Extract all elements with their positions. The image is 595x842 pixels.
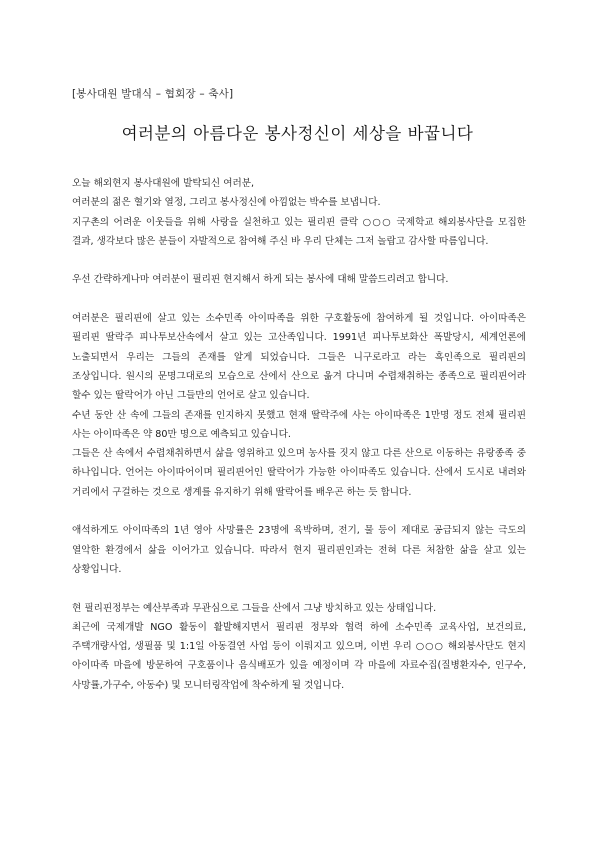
paragraph-greeting: 오늘 해외현지 봉사대원에 발탁되신 여러분, bbox=[72, 178, 255, 189]
paragraph-spacer bbox=[72, 251, 526, 270]
document-header-tag: [봉사대원 발대식 – 협회장 – 축사] bbox=[72, 88, 234, 100]
paragraph-spacer bbox=[72, 290, 526, 309]
paragraph-government: 현 필리핀정부는 예산부족과 무관심으로 그들을 산에서 그냥 방치하고 있는 상태입니다. bbox=[72, 602, 437, 614]
paragraph-recruitment: 지구촌의 어려운 이웃들을 위해 사랑을 실천하고 있는 필리핀 클락 ○○○ 국제학교 해외봉사단을 모집한 결과, 생각보다 많은 분들이 자발적으로 참여해 주신 바 우리 단체는 그저 놀랍고 감사할 따름입니다. bbox=[72, 216, 526, 247]
paragraph-spacer bbox=[72, 502, 526, 521]
document-title: 여러분의 아름다운 봉사정신이 세상을 바꿉니다 bbox=[121, 124, 474, 143]
paragraph-aeta-conditions: 애석하게도 아이따족의 1년 영아 사망률은 23명에 육박하며, 전기, 물 등이 제대로 공급되지 않는 극도의 열악한 환경에서 삶을 이어가고 있습니다. 따라서 현지 필리핀인과는 전혀 다른 처참한 삶을 살고 있는 상황입니다. bbox=[72, 525, 526, 575]
paragraph-aeta-overview: 여러분은 필리핀에 살고 있는 소수민족 아이따족을 위한 구호활동에 참여하게 될 것입니다. 아이따족은 필리핀 딸락주 피나투보산속에서 살고 있는 고산족입니다. 1991년 피나투보화산 폭발당시, 세계언론에 노출되면서 우리는 그들의 존재를 알게 되었습니다. 그들은 니구로라고 라는 흑인족으로 필리핀의 조상입니다. 원시의 문명그대로의 모습으로 산에서 산으로 옮겨 다니며 수렵채취하는 종족으로 필리핀어라 할수 있는 딸락어가 아닌 그들만의 언어로 살고 있습니다. bbox=[72, 313, 526, 402]
paragraph-intro: 우선 간략하게나마 여러분이 필리핀 현지해서 하게 되는 봉사에 대해 말씀드리려고 합니다. bbox=[72, 274, 449, 286]
paragraph-ngo-activities: 최근에 국제개발 NGO 활동이 활발해지면서 필리핀 정부와 협력 하에 소수민족 교육사업, 보건의료, 주택개량사업, 생필품 및 1:1일 아동결연 사업 등이 이뤄지고 있으며, 이번 우리 ○○○ 해외봉사단도 현지 아이따족 마을에 방문하여 구호품이나 음식배포가 있을 예정이며 각 마을에 자료수집(질병환자수, 인구수, 사망률,가구수, 아동수) 및 모니터링작업에 착수하게 될 것입니다. bbox=[72, 621, 526, 691]
paragraph-spacer bbox=[72, 579, 526, 598]
paragraph-applause: 여러분의 젊은 혈기와 열정, 그리고 봉사정신에 아낌없는 박수를 보냅니다. bbox=[72, 197, 381, 209]
paragraph-aeta-population: 수년 동안 산 속에 그들의 존재를 인지하지 못했고 현재 딸락주에 사는 아이따족은 1만명 정도 전체 필리핀 사는 아이따족은 약 80만 명으로 예측되고 있습니다. bbox=[72, 409, 526, 440]
document-body bbox=[72, 174, 526, 695]
paragraph-aeta-lifestyle: 그들은 산 속에서 수렵채취하면서 삶을 영위하고 있으며 농사를 짓지 않고 다른 산으로 이동하는 유랑종족 중 하나입니다. 언어는 아이따어이며 필리핀어인 딸락어가 가능한 아이따족도 있습니다. 산에서 도시로 내려와 거리에서 구걸하는 것으로 생계를 유지하기 위해 딸락어를 배우곤 하는 듯 합니다. bbox=[72, 448, 526, 498]
